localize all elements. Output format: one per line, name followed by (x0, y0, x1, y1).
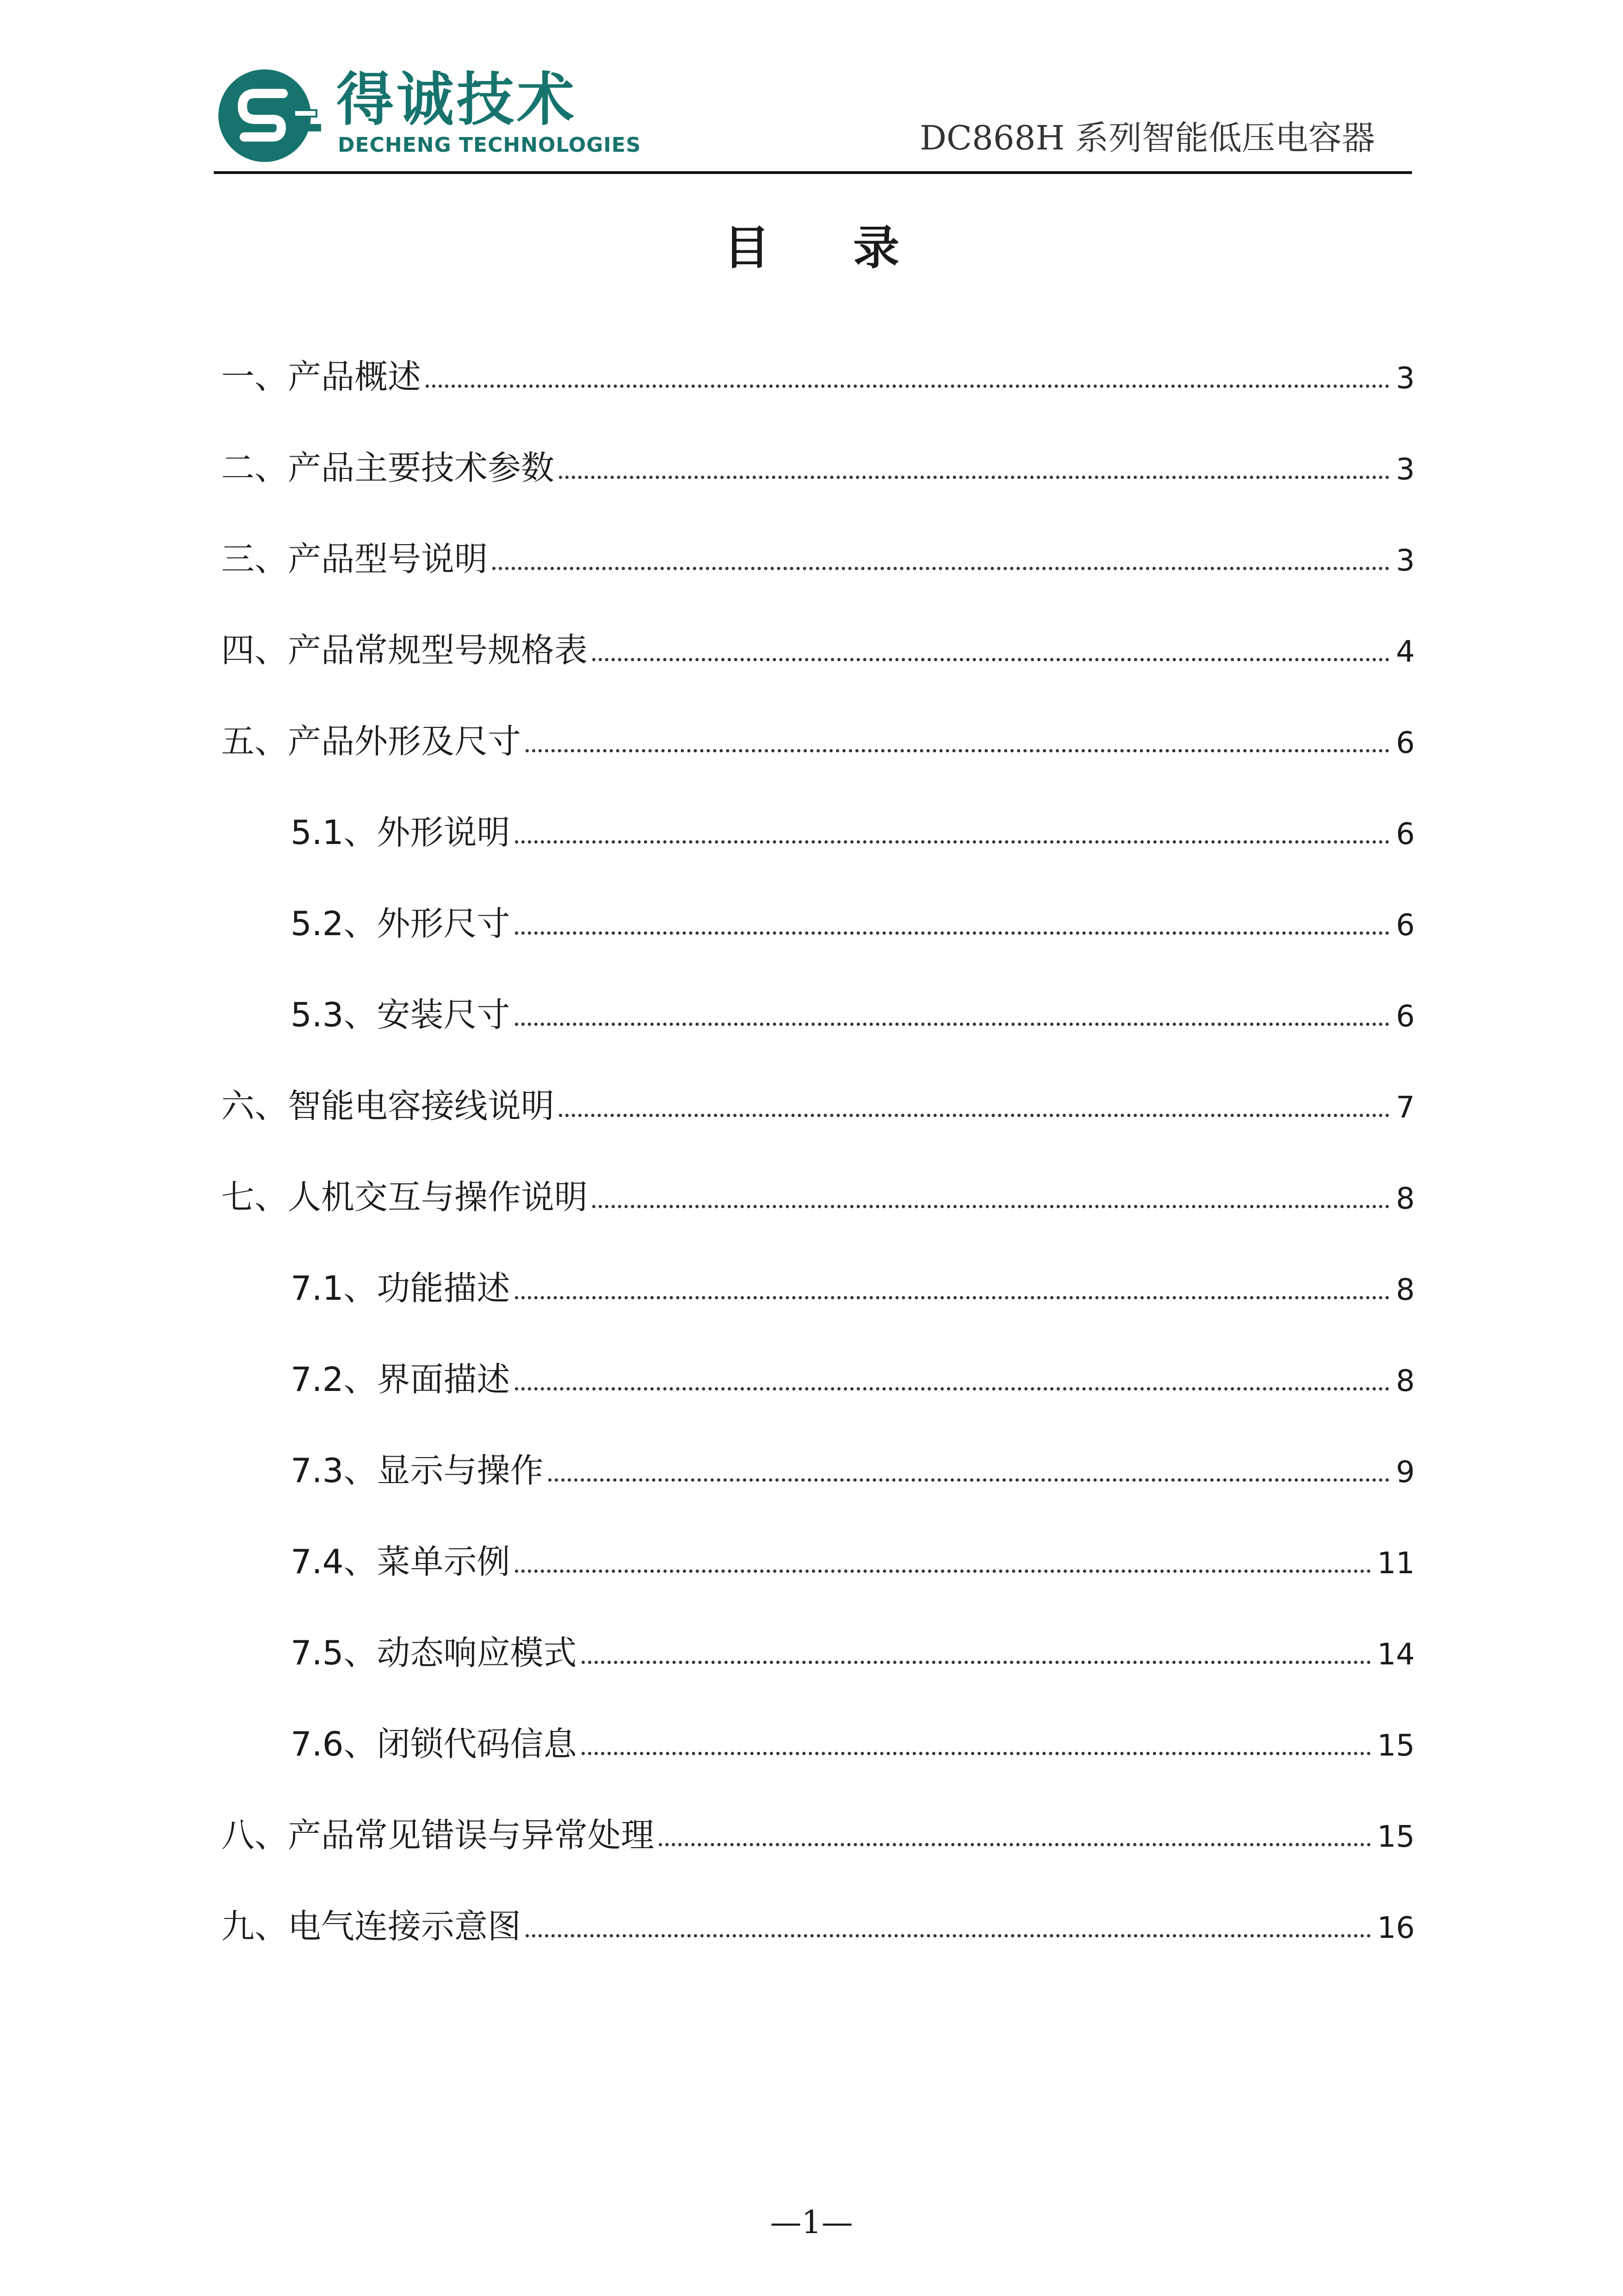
toc-entry-label: 7.1、功能描述 (291, 1269, 510, 1308)
toc-entry-page: 14 (1377, 1638, 1415, 1672)
document-title: DC868H 系列智能低压电容器 (920, 118, 1375, 157)
toc-dot-leader (515, 1570, 1371, 1573)
toc-entry[interactable] (221, 342, 1415, 396)
toc-entry-page: 7 (1396, 1091, 1415, 1125)
toc-entry-page: 3 (1396, 361, 1415, 396)
toc-dot-leader (515, 1023, 1390, 1026)
toc-entry-label: 5.3、安装尺寸 (291, 995, 510, 1034)
toc-dot-leader (515, 1387, 1390, 1390)
toc-heading: 目录 (724, 221, 983, 275)
toc-entry[interactable] (221, 1801, 1415, 1855)
toc-dot-leader (548, 1478, 1390, 1482)
toc-entry[interactable] (291, 1254, 1415, 1308)
toc-entry-page: 8 (1396, 1364, 1415, 1398)
toc-entry-page: 6 (1396, 999, 1415, 1034)
toc-entry[interactable] (291, 1527, 1415, 1581)
toc-dot-leader (592, 1205, 1389, 1208)
toc-entry[interactable] (291, 1619, 1415, 1672)
toc-entry-label: 六、智能电容接线说明 (221, 1086, 555, 1125)
toc-entry[interactable] (291, 1345, 1415, 1399)
toc-entry[interactable] (291, 980, 1415, 1034)
header-divider (214, 171, 1412, 174)
toc-entry[interactable] (221, 1163, 1415, 1214)
toc-entry[interactable] (221, 434, 1415, 487)
toc-entry-page: 8 (1396, 1182, 1415, 1216)
toc-entry-page: 9 (1396, 1455, 1415, 1489)
toc-entry-page: 15 (1377, 1729, 1415, 1763)
toc-dot-leader (515, 840, 1390, 844)
toc-entry-label: 九、电气连接示意图 (221, 1907, 521, 1946)
toc-entry-label: 三、产品型号说明 (221, 540, 488, 578)
toc-entry-page: 3 (1396, 453, 1415, 487)
toc-entry-page: 16 (1377, 1911, 1415, 1945)
toc-dot-leader (515, 931, 1390, 935)
toc-entry-label: 7.6、闭锁代码信息 (291, 1725, 577, 1763)
toc-dot-leader (659, 1843, 1371, 1846)
toc-entry-label: 7.2、界面描述 (291, 1360, 510, 1399)
toc-entry-label: 5.2、外形尺寸 (291, 904, 510, 943)
toc-entry-label: 二、产品主要技术参数 (221, 448, 555, 487)
toc-entry-page: 4 (1396, 635, 1415, 669)
toc-dot-leader (559, 476, 1389, 479)
toc-dot-leader (515, 1296, 1390, 1299)
toc-entry-label: 八、产品常见错误与异常处理 (221, 1816, 655, 1855)
toc-dot-leader (592, 658, 1389, 661)
toc-entry-page: 15 (1377, 1820, 1415, 1854)
toc-entry-label: 7.5、动态响应模式 (291, 1633, 577, 1672)
toc-entry-page: 6 (1396, 817, 1415, 851)
toc-entry-label: 5.1、外形说明 (291, 813, 510, 852)
toc-entry[interactable] (291, 889, 1415, 943)
toc-entry[interactable] (221, 1892, 1415, 1946)
logo-mark-icon (214, 65, 325, 167)
toc-entry-label: 五、产品外形及尺寸 (221, 722, 521, 761)
toc-entry[interactable] (221, 525, 1415, 576)
toc-entry-page: 8 (1396, 1273, 1415, 1307)
toc-entry-label: 7.4、菜单示例 (291, 1542, 510, 1581)
toc-entry[interactable] (291, 1710, 1415, 1761)
toc-dot-leader (559, 1114, 1389, 1117)
toc-entry[interactable] (221, 707, 1415, 761)
toc-dot-leader (426, 385, 1389, 388)
toc-entry-page: 11 (1377, 1546, 1415, 1581)
toc-dot-leader (582, 1752, 1371, 1755)
logo-english-name: DECHENG TECHNOLOGIES (338, 133, 641, 157)
toc-dot-leader (492, 567, 1389, 570)
toc-entry-page: 6 (1396, 726, 1415, 760)
toc-dot-leader (526, 749, 1389, 752)
toc-entry[interactable] (221, 616, 1415, 670)
logo-chinese-name: 得诚技术 (336, 67, 577, 133)
toc-entry-label: 7.3、显示与操作 (291, 1451, 544, 1490)
toc-entry[interactable] (221, 1072, 1415, 1123)
toc-entry-label: 一、产品概述 (221, 357, 421, 396)
toc-entry-label: 四、产品常规型号规格表 (221, 631, 588, 670)
toc-entry-page: 3 (1396, 544, 1415, 578)
toc-entry[interactable] (291, 798, 1415, 852)
toc-entry-page: 6 (1396, 908, 1415, 943)
toc-dot-leader (582, 1661, 1371, 1664)
toc-entry[interactable] (291, 1436, 1415, 1490)
page-header (214, 60, 1412, 174)
toc-dot-leader (526, 1934, 1371, 1937)
toc-entry-label: 七、人机交互与操作说明 (221, 1178, 588, 1216)
page-number: —1— (770, 2204, 853, 2241)
company-logo (214, 65, 676, 167)
